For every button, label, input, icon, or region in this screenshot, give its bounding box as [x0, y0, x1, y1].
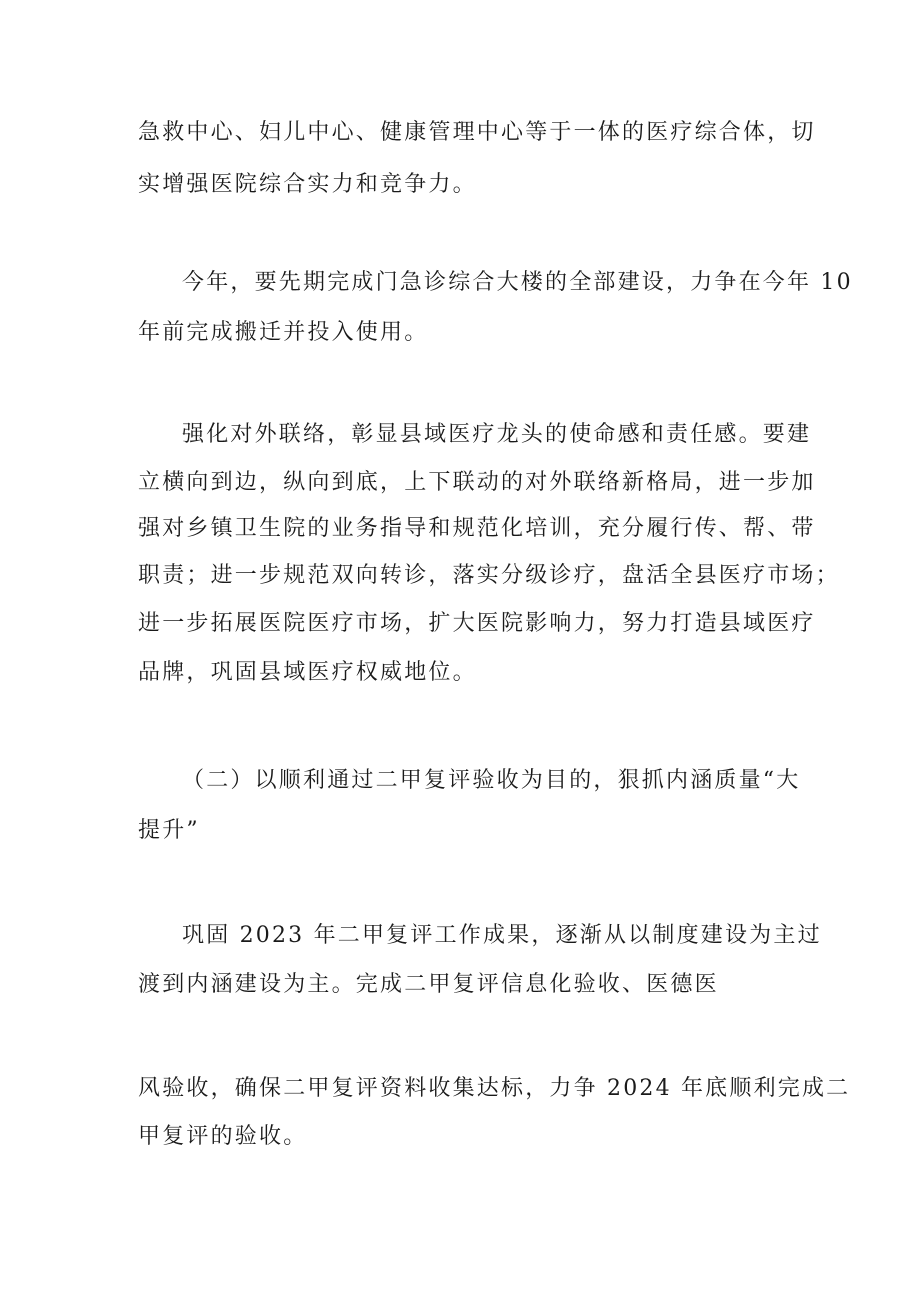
text-line: 强对乡镇卫生院的业务指导和规范化培训，充分履行传、帮、带 — [138, 516, 816, 541]
section-heading: 提升” — [138, 818, 200, 843]
text-line: 巩固 2023 年二甲复评工作成果，逐渐从以制度建设为主过 — [182, 923, 822, 948]
text-line: 风验收，确保二甲复评资料收集达标，力争 2024 年底顺利完成二 — [138, 1076, 851, 1101]
text-line: 急救中心、妇儿中心、健康管理中心等于一体的医疗综合体，切 — [138, 120, 816, 145]
text-line: 立横向到边，纵向到底，上下联动的对外联络新格局，进一步加 — [138, 470, 816, 495]
text-line: 年前完成搬迁并投入使用。 — [138, 320, 429, 345]
text-line: 今年，要先期完成门急诊综合大楼的全部建设，力争在今年 10 — [182, 270, 853, 295]
text-line: 甲复评的验收。 — [138, 1124, 308, 1149]
text-line: 渡到内涵建设为主。完成二甲复评信息化验收、医德医 — [138, 972, 719, 997]
text-line: 职责；进一步规范双向转诊，落实分级诊疗，盘活全县医疗市场； — [138, 563, 840, 588]
text-line: 品牌，巩固县域医疗权威地位。 — [138, 660, 477, 685]
section-heading: （二）以顺利通过二甲复评验收为目的，狠抓内涵质量“大 — [182, 768, 801, 793]
text-line: 进一步拓展医院医疗市场，扩大医院影响力，努力打造县域医疗 — [138, 611, 816, 636]
text-line: 强化对外联络，彰显县域医疗龙头的使命感和责任感。要建 — [182, 422, 812, 447]
text-line: 实增强医院综合实力和竞争力。 — [138, 172, 477, 197]
